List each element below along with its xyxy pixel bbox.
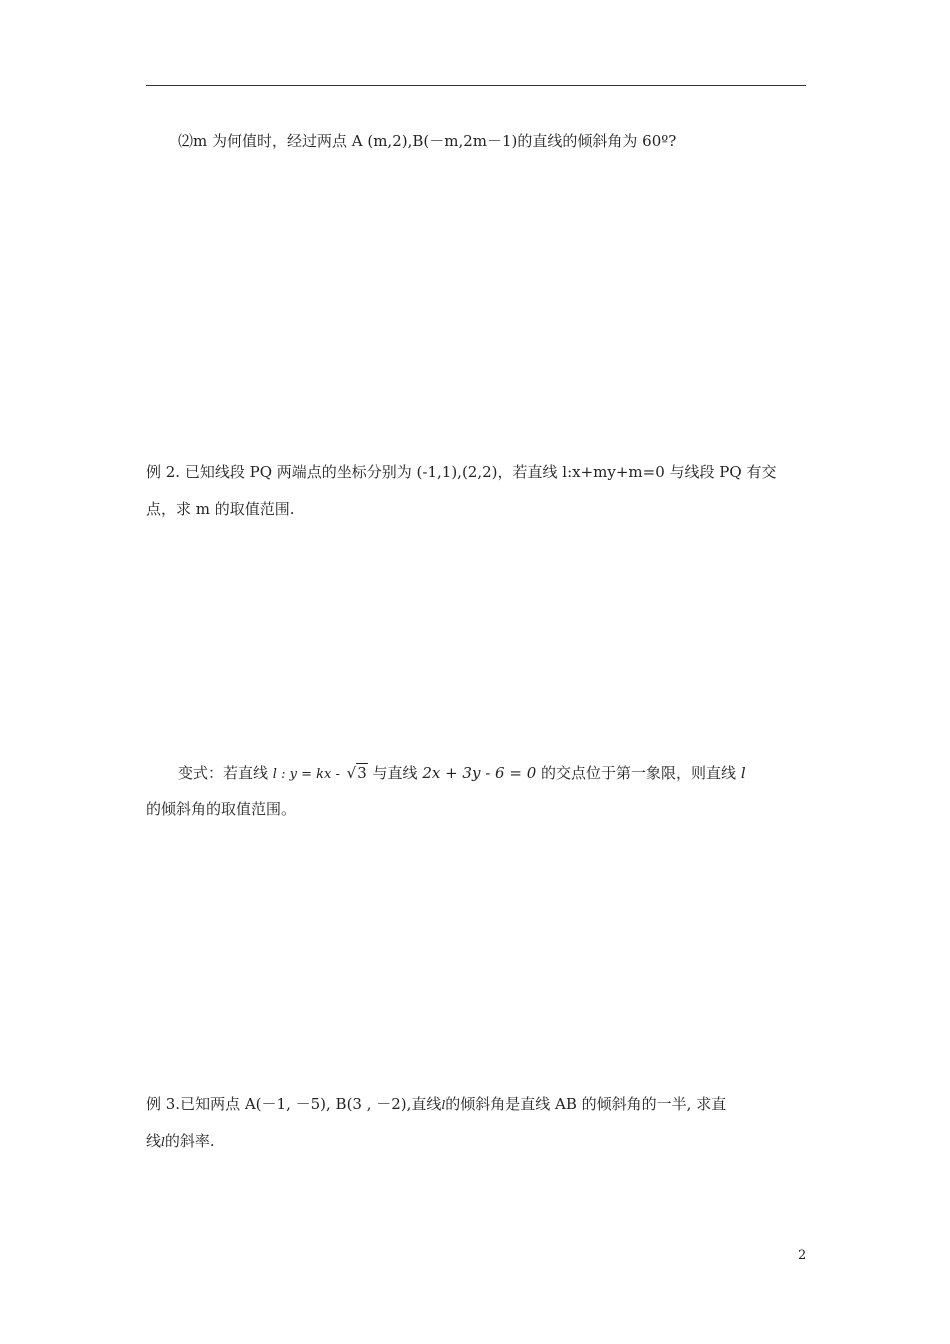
variant-suffix: 的交点位于第一象限，则直线: [541, 764, 737, 782]
variant-equation-2: 2x + 3y - 6 = 0: [422, 764, 537, 782]
example-2-line-1: 例 2. 已知线段 PQ 两端点的坐标分别为 (-1,1),(2,2)，若直线 l:x+my+m=0 与线段 PQ 有交: [146, 463, 777, 481]
page-number: 2: [798, 1248, 807, 1263]
example-3-line-2: [146, 1131, 215, 1152]
variant-line-1: [178, 763, 746, 785]
variant-mid: 与直线: [372, 764, 418, 782]
variant-line-l: l: [740, 764, 746, 782]
example-3-text-d: 的斜率.: [164, 1132, 215, 1150]
variant-prefix: 变式：若直线: [178, 764, 269, 782]
example-3-text-b: 的倾斜角是直线 AB 的倾斜角的一半, 求直: [445, 1095, 727, 1113]
example-3-line-1: [146, 1094, 726, 1115]
example-3-l-2: l: [161, 1135, 165, 1149]
example-3-text-a: 例 3.已知两点 A(－1, －5), B(3 , －2),直线: [146, 1095, 442, 1113]
example-3-l: l: [441, 1098, 446, 1112]
question-2: ⑵m 为何值时，经过两点 A (m,2),B(－m,2m－1)的直线的倾斜角为 60º?: [178, 132, 677, 150]
sqrt-radicand: 3: [357, 764, 367, 782]
example-3-text-c: 线: [146, 1132, 162, 1150]
variant-equation-1: l : y = kx -: [272, 767, 340, 782]
variant-line-2: 的倾斜角的取值范围。: [146, 800, 297, 818]
example-2-line-2: 点，求 m 的取值范围.: [146, 500, 295, 518]
header-rule: [146, 85, 806, 86]
sqrt-symbol: √3: [346, 764, 367, 782]
